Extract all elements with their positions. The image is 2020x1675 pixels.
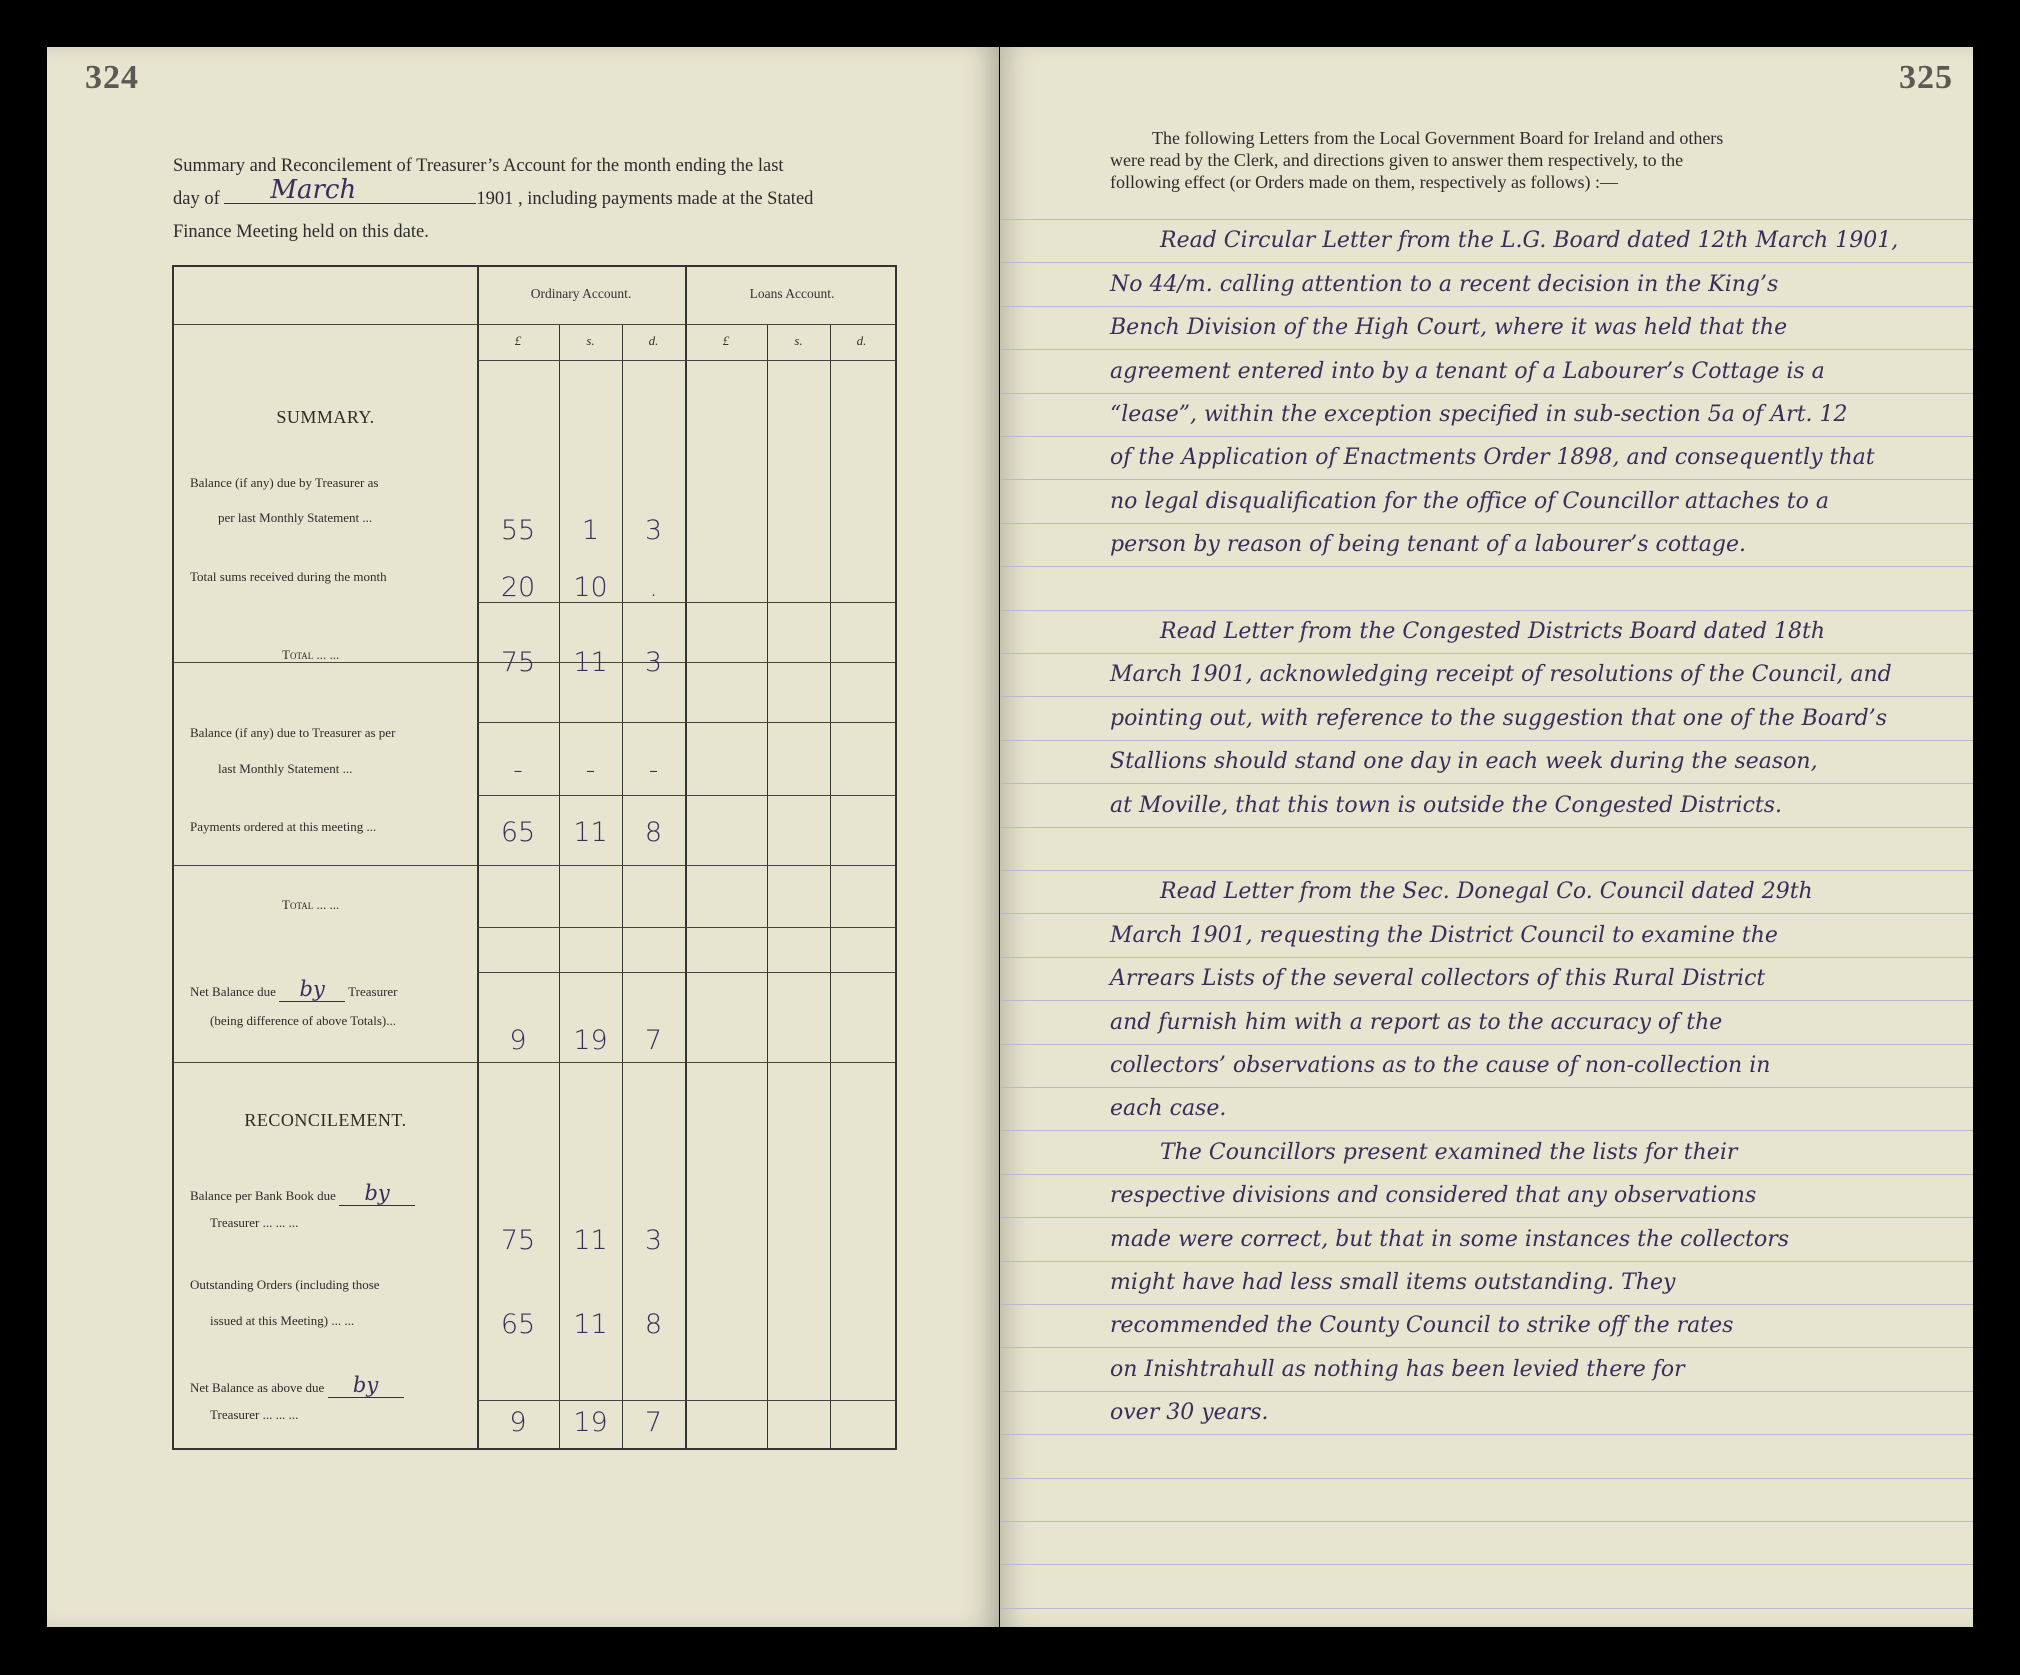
row-label: Balance (if any) due by Treasurer as [190, 475, 379, 490]
value-pence: - [648, 755, 659, 786]
ruled-line [1000, 1347, 1973, 1348]
handwritten-line: respective divisions and considered that any observations [1110, 1183, 1757, 1209]
ruled-line [1000, 219, 1973, 220]
ruled-line [1000, 436, 1973, 437]
pounds-header: £ [514, 333, 522, 348]
ruled-line [1000, 783, 1973, 784]
ruled-line [1000, 349, 1973, 350]
value-shillings: 11 [573, 647, 608, 678]
ruled-line [1000, 1564, 1973, 1565]
heading-line-2 [173, 175, 953, 216]
pence-header: d. [648, 333, 659, 348]
handwritten-line: “lease”, within the exception specified in sub-section 5a of Art. 12 [1110, 402, 1848, 427]
heading-line-3: following effect (or Orders made on them, respectively as follows) :— [1110, 172, 1619, 192]
row-divider [174, 324, 895, 325]
row-label: Total sums received during the month [190, 569, 387, 584]
col-divider [685, 267, 687, 1448]
handwritten-line: on Inishtrahull as nothing has been levied there for [1110, 1356, 1685, 1382]
row-divider [477, 927, 895, 928]
handwritten-line: of the Application of Enactments Order 1898, and consequently that [1110, 445, 1875, 471]
ruled-line [1000, 1521, 1973, 1522]
pence-header: d. [856, 333, 867, 348]
shillings-header: s. [794, 333, 803, 348]
row-label: Balance (if any) due to Treasurer as per [190, 725, 396, 740]
ruled-line [1000, 957, 1973, 958]
handwritten-by: by [328, 1373, 404, 1398]
row-divider [477, 795, 895, 796]
row-label: issued at this Meeting) ... ... [210, 1313, 355, 1328]
heading-line-1: Summary and Reconcilement of Treasurer’s Account for the month ending the last [173, 156, 784, 176]
col-divider [477, 267, 479, 1448]
handwritten-line: might have had less small items outstanding. They [1110, 1270, 1676, 1295]
handwritten-line: collectors’ observations as to the cause of non-collection in [1110, 1053, 1771, 1078]
value-pence: 7 [644, 1025, 663, 1056]
value-pence: 3 [644, 647, 663, 678]
value-pounds: - [513, 755, 523, 786]
handwritten-line: at Moville, that this town is outside the Congested Districts. [1110, 792, 1783, 818]
handwritten-line: Bench Division of the High Court, where it was held that the [1110, 315, 1788, 341]
ruled-line [1000, 913, 1973, 914]
shillings-header: s. [586, 333, 595, 348]
value-shillings: 1 [581, 515, 600, 546]
handwritten-line: Read Letter from the Sec. Donegal Co. Council dated 29th [1160, 879, 1813, 905]
ruled-line [1000, 1130, 1973, 1131]
handwritten-line: and furnish him with a report as to the accuracy of the [1110, 1009, 1723, 1035]
heading-line-2: were read by the Clerk, and directions given to answer them respectively, to the [1110, 150, 1684, 170]
row-divider [174, 865, 895, 866]
value-pounds: 9 [509, 1025, 527, 1056]
ruled-line [1000, 1217, 1973, 1218]
ordinary-account-header: Ordinary Account. [530, 286, 632, 301]
ruled-line [1000, 1174, 1973, 1175]
year: 1901 [476, 189, 514, 209]
row-label: Treasurer ... ... ... [210, 1407, 299, 1422]
ruled-line [1000, 1044, 1973, 1045]
row-divider [174, 1062, 895, 1063]
ruled-line [1000, 566, 1973, 567]
col-divider [559, 324, 560, 1448]
row-label-part: Balance per Bank Book due [190, 1188, 336, 1203]
ruled-line [1000, 740, 1973, 741]
handwritten-line: March 1901, requesting the District Council to examine the [1110, 922, 1778, 948]
ruled-line [1000, 1391, 1973, 1392]
row-label: Total ... ... [282, 647, 340, 662]
handwritten-by: by [339, 1181, 415, 1206]
heading-line-1: The following Letters from the Local Government Board for Ireland and others [1152, 128, 1724, 148]
value-pence: 3 [644, 515, 663, 546]
row-divider [477, 1400, 895, 1401]
value-pence: . [649, 572, 658, 603]
row-label: Treasurer ... ... ... [210, 1215, 299, 1230]
value-pence: 8 [644, 817, 663, 848]
ruled-line [1000, 610, 1973, 611]
ruled-line [1000, 306, 1973, 307]
ruled-line [1000, 393, 1973, 394]
ruled-line [1000, 523, 1973, 524]
row-label: per last Monthly Statement ... [218, 510, 373, 525]
pounds-header: £ [722, 333, 730, 348]
handwritten-line: Stallions should stand one day in each week during the season, [1110, 749, 1818, 775]
row-divider [477, 722, 895, 723]
ruled-line [1000, 262, 1973, 263]
month-handwritten: March [270, 175, 357, 205]
row-label [190, 977, 398, 1002]
ruled-line [1000, 696, 1973, 697]
col-divider [622, 324, 623, 1448]
row-label-part: Treasurer [348, 984, 398, 999]
row-label [190, 1373, 404, 1398]
value-shillings: 11 [573, 1225, 608, 1256]
ruled-line [1000, 479, 1973, 480]
row-divider [477, 972, 895, 973]
account-table [172, 265, 897, 1450]
value-shillings: 11 [573, 817, 608, 848]
value-shillings: - [585, 755, 596, 786]
heading-line-3: Finance Meeting held on this date. [173, 222, 429, 242]
value-pounds: 75 [500, 1225, 536, 1256]
row-label [190, 1181, 415, 1206]
handwritten-line: made were correct, but that in some instances the collectors [1110, 1226, 1790, 1252]
value-pounds: 20 [500, 572, 536, 603]
reconcilement-title: RECONCILEMENT. [244, 1110, 407, 1130]
row-label: (being difference of above Totals)... [210, 1013, 396, 1028]
row-label: last Monthly Statement ... [218, 761, 353, 776]
ruled-line [1000, 1608, 1973, 1609]
row-label: Payments ordered at this meeting ... [190, 819, 377, 834]
value-pence: 7 [644, 1407, 663, 1438]
value-pounds: 75 [500, 647, 536, 678]
value-pounds: 65 [500, 817, 536, 848]
day-of-suffix: , including payments made at the Stated [518, 189, 814, 209]
ruled-line [1000, 1261, 1973, 1262]
value-shillings: 19 [573, 1025, 608, 1056]
handwritten-line: Arrears Lists of the several collectors of this Rural District [1110, 966, 1766, 992]
letters-heading [1110, 127, 1930, 193]
handwritten-line: over 30 years. [1110, 1400, 1269, 1426]
row-divider [477, 360, 895, 361]
left-page [47, 47, 999, 1627]
row-label: Total ... ... [282, 897, 340, 912]
value-pence: 3 [644, 1225, 663, 1256]
col-divider [830, 324, 831, 1448]
value-pence: 8 [644, 1309, 663, 1340]
value-shillings: 10 [573, 572, 608, 603]
handwritten-line: Read Circular Letter from the L.G. Board dated 12th March 1901, [1160, 228, 1899, 254]
ruled-line [1000, 827, 1973, 828]
handwritten-line: pointing out, with reference to the suggestion that one of the Board’s [1110, 705, 1888, 731]
ruled-line [1000, 870, 1973, 871]
row-label: Outstanding Orders (including those [190, 1277, 380, 1292]
value-shillings: 19 [573, 1407, 608, 1438]
handwritten-line: No 44/m. calling attention to a recent decision in the King’s [1110, 271, 1779, 297]
right-page [1000, 47, 1973, 1627]
summary-title: SUMMARY. [276, 407, 375, 427]
row-label-part: Net Balance due [190, 984, 276, 999]
ruled-line [1000, 653, 1973, 654]
row-label-part: Net Balance as above due [190, 1380, 325, 1395]
day-of-prefix: day of [173, 189, 220, 209]
value-pounds: 65 [500, 1309, 536, 1340]
page-number-left: 324 [85, 59, 139, 96]
ruled-line [1000, 1304, 1973, 1305]
ruled-line [1000, 1478, 1973, 1479]
page-number-right: 325 [1899, 59, 1953, 96]
handwritten-line: The Councillors present examined the lists for their [1160, 1139, 1738, 1165]
ruled-line [1000, 1434, 1973, 1435]
handwritten-line: each case. [1110, 1096, 1227, 1122]
value-shillings: 11 [573, 1309, 608, 1340]
handwritten-line: March 1901, acknowledging receipt of resolutions of the Council, and [1110, 662, 1892, 688]
handwritten-line: agreement entered into by a tenant of a Labourer’s Cottage is a [1110, 358, 1825, 384]
ruled-line [1000, 1087, 1973, 1088]
ruled-line [1000, 1000, 1973, 1001]
handwritten-line: no legal disqualification for the office of Councillor attaches to a [1110, 488, 1829, 514]
handwritten-line: recommended the County Council to strike off the rates [1110, 1313, 1734, 1339]
handwritten-line: Read Letter from the Congested Districts Board dated 18th [1160, 619, 1826, 644]
account-heading [173, 150, 953, 249]
value-pounds: 55 [500, 515, 536, 546]
value-pounds: 9 [509, 1407, 527, 1438]
handwritten-line: person by reason of being tenant of a labourer’s cottage. [1110, 532, 1747, 558]
month-blank [224, 175, 476, 205]
handwritten-by: by [279, 977, 345, 1002]
col-divider [767, 324, 768, 1448]
loans-account-header: Loans Account. [749, 286, 835, 301]
